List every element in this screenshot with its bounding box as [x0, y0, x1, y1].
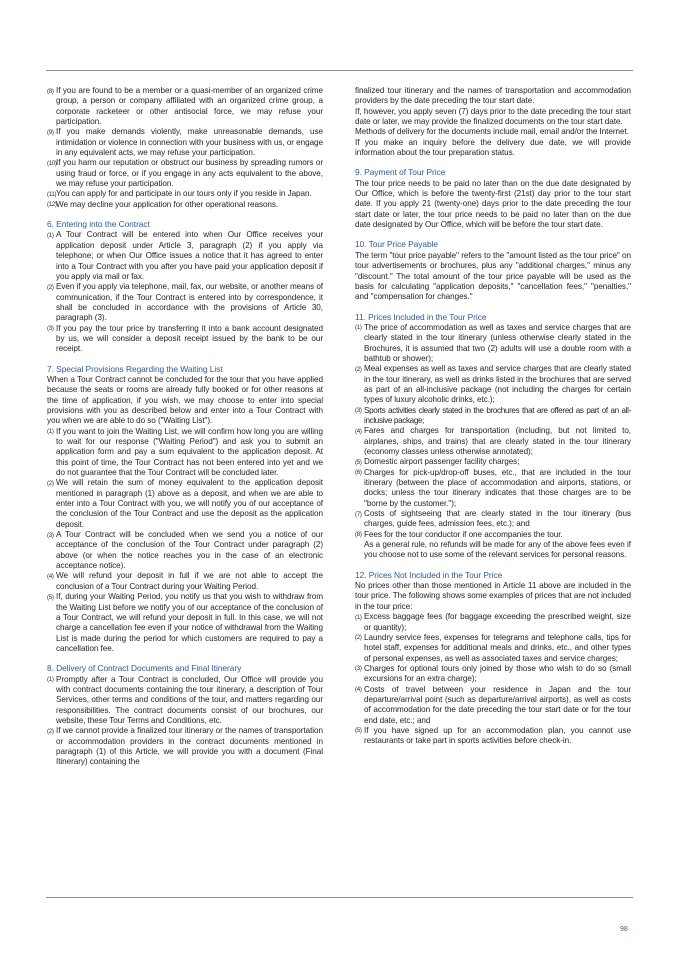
list-item: (2) Laundry service fees, expenses for telegrams and telephone calls, tips for hotel staff, expenses for additional meals and drinks, etc., and other types of personal expenses, as well as associated taxes and service charges; — [355, 632, 631, 663]
list-item: (1) Excess baggage fees (for baggage exceeding the prescribed weight, size or quantity); — [355, 612, 631, 632]
list-item: (11) You can apply for and participate in our tours only if you reside in Japan. — [47, 189, 312, 199]
list-item: (8) Fees for the tour conductor if one accompanies the tour. — [355, 529, 563, 539]
list-item: (4) Costs of travel between your residence in Japan and the tour departure/arrival point (such as departure/arrival airports), as well as costs of accommodation for the date preceding the tour start date or for the tour end date, etc.; and — [355, 684, 631, 725]
list-item: (6) Charges for pick-up/drop-off buses, etc., that are included in the tour itinerary (between the place of accommodation and airports, stations, or docks; unless the tour itinerary indicates that those charges are to be "borne by the customer."); — [355, 467, 631, 508]
list-item: (5) If, during your Waiting Period, you notify us that you wish to withdraw from the Waiting List before we notify you of our acceptance of the conclusion of a Tour Contract, we will refund your deposit in full. In this case, we will not charge a cancellation fee even if your notice of withdrawal from the Waiting List is made during the period for which customers are required to pay a cancellation fee. — [47, 592, 323, 653]
list-item: (4) We will refund your deposit in full if we are not able to accept the conclusion of a Tour Contract during your Waiting Period. — [47, 571, 323, 591]
section-12-intro: No prices other than those mentioned in Article 11 above are included in the tour price. The following shows some examples of prices that are not included in the tour price: — [355, 581, 631, 611]
section-heading-9: 9. Payment of Tour Price — [355, 167, 446, 178]
section-heading-6: 6. Entering into the Contract — [47, 219, 150, 230]
right-column — [355, 86, 631, 747]
continued-paragraph: If you make an inquiry before the delivery due date, we will provide information about the tour preparation status. — [355, 137, 631, 158]
section-9-text: The tour price needs to be paid no later than on the due date designated by Our Office, which is before the twenty-first (21st) day prior to the tour start date. If you apply 21 (twenty-one) days prior to the date preceding the tour start date or later, the tour price needs to be paid no later than on the due date designated by Our Office, which will be before the tour start date. — [355, 178, 631, 230]
list-item: (7) Costs of sightseeing that are clearly stated in the tour itinerary (bus charges, guide fees, admission fees, etc.); and — [355, 509, 631, 529]
list-item: (8) If you are found to be a member or a quasi-member of an organized crime group, a person or company affiliated with an organized crime group, a corporate racketeer or other antisocial force, we may refuse your participation. — [47, 86, 323, 127]
list-item: (10) If you harm our reputation or obstruct our business by spreading rumors or using fraud or force, or if you engage in any acts equivalent to the above, we may refuse your participation. — [47, 158, 323, 189]
list-item: (3) Charges for optional tours only joined by those who wish to do so (small excursions for an extra charge); — [355, 663, 631, 684]
list-item: (1) If you want to join the Waiting List, we will confirm how long you are willing to wait for our response ("Waiting Period") and ask you to submit an application form and pay a sum equivalent to the application deposit. At this point of time, the Tour Contract has not been entered into yet and we do not guarantee that the Tour Contract will be concluded later. — [47, 426, 323, 478]
list-item: (9) If you make demands violently, make unreasonable demands, use intimidation or violence in connection with your business with us, or engage in any equivalent acts, we may refuse your participation. — [47, 127, 323, 158]
section-11-note: As a general rule, no refunds will be made for any of the above fees even if you choose not to use some of the relevant services for personal reasons. — [364, 540, 631, 560]
list-item: (2) Meal expenses as well as taxes and service charges that are clearly stated in the tour itinerary, as well as drinks listed in the brochures that are served as part of an all-inclusive package (not including the charges for certain types of luxury alcoholic drinks, etc.); — [355, 364, 631, 405]
list-item: (1) Promptly after a Tour Contract is concluded, Our Office will provide you with contract documents containing the tour itinerary, a description of Tour Services, other terms and conditions of the tour, and matters regarding our responsibilities. The contract documents consist of our brochures, our website, these Tour Terms and Conditions, etc. — [47, 674, 323, 725]
list-item: (3) Sports activities clearly stated in the brochures that are offered as part of an all-inclusive package; — [355, 405, 631, 425]
list-item: (12) We may decline your application for other operational reasons. — [47, 199, 279, 209]
list-item: (5) Domestic airport passenger facility charges; — [355, 457, 520, 467]
item-list-a — [47, 86, 323, 210]
section-10-text: The term "tour price payable" refers to the "amount listed as the tour price" on tour advertisements or brochures, plus any "additional charges," minus any "discount." The total amount of the tour price payable will be used as the basis for calculating "application deposits," "cancellation fees," "penalties," and "compensation for changes." — [355, 250, 631, 302]
section-heading-11: 11. Prices Included in the Tour Price — [355, 311, 487, 322]
continued-paragraph: If, however, you apply seven (7) days prior to the date preceding the tour start date or later, we may provide the finalized documents on the tour start date. — [355, 106, 631, 127]
continued-paragraph: Methods of delivery for the documents include mail, email and/or the Internet. — [355, 127, 629, 137]
bottom-rule — [46, 897, 633, 898]
list-item: (1) The price of accommodation as well as taxes and service charges that are clearly stated in the tour itinerary (unless otherwise clearly stated in the Brochures, it is assumed that two (2) adults will use a double room with a bathtub or shower); — [355, 322, 631, 363]
section-heading-12: 12. Prices Not Included in the Tour Price — [355, 569, 503, 580]
list-item: (2) Even if you apply via telephone, mail, fax, our website, or another means of communication, if the Tour Contract is entered into by correspondence, it shall be concluded in accordance with the provisions of Article 30, paragraph (3). — [47, 282, 323, 323]
section-7-intro: When a Tour Contract cannot be concluded for the tour that you have applied because the seats or rooms are already fully booked or for other reasons at the time of application, if you wish, we may choose to enter into special provisions with you as described below and enter into a Tour Contract with you when we are able to do so ("Waiting List"). — [47, 374, 323, 426]
list-item: (2) If we cannot provide a finalized tour itinerary or the names of transportation or accommodation providers in the contract documents mentioned in paragraph (1) of this Article, we will provide you with a document (Final Itinerary) containing the — [47, 726, 323, 767]
list-item: (3) A Tour Contract will be concluded when we send you a notice of our acceptance of the conclusion of the Tour Contract under paragraph (2) above (or when the notice reaches you in the case of an electronic acceptance notice). — [47, 530, 323, 571]
list-item: (3) If you pay the tour price by transferring it into a bank account designated by us, we will consider a deposit receipt issued by the bank to be our receipt. — [47, 323, 323, 354]
list-item: (4) Fares and charges for transportation (including, but not limited to, airplanes, ships, and trains) that are clearly stated in the tour itinerary (economy classes unless otherwise annotated); — [355, 426, 631, 456]
section-heading-10: 10. Tour Price Payable — [355, 239, 439, 250]
section-heading-8: 8. Delivery of Contract Documents and Final Itinerary — [47, 663, 242, 674]
top-rule — [46, 70, 633, 71]
list-item: (5) If you have signed up for an accommodation plan, you cannot use restaurants or take part in sports activities before check-in. — [355, 725, 631, 746]
page-number: 98 — [620, 926, 628, 933]
continued-paragraph: finalized tour itinerary and the names of transportation and accommodation providers by the date preceding the tour start date. — [355, 86, 631, 106]
section-heading-7: 7. Special Provisions Regarding the Waiting List — [47, 363, 223, 374]
list-item: (2) We will retain the sum of money equivalent to the application deposit mentioned in paragraph (1) above as a deposit, and when we are able to enter into a Tour Contract with you, we will notify you of our acceptance of the conclusion of the Tour Contract and use the deposit as the application deposit. — [47, 478, 323, 529]
left-column — [47, 86, 323, 768]
list-item: (1) A Tour Contract will be entered into when Our Office receives your application deposit under Article 3, paragraph (2) if you apply via telephone; or when Our Office issues a notice that it has agreed to enter into a Tour Contract with you after you have paid your application deposit if you apply via mail or fax. — [47, 230, 323, 281]
